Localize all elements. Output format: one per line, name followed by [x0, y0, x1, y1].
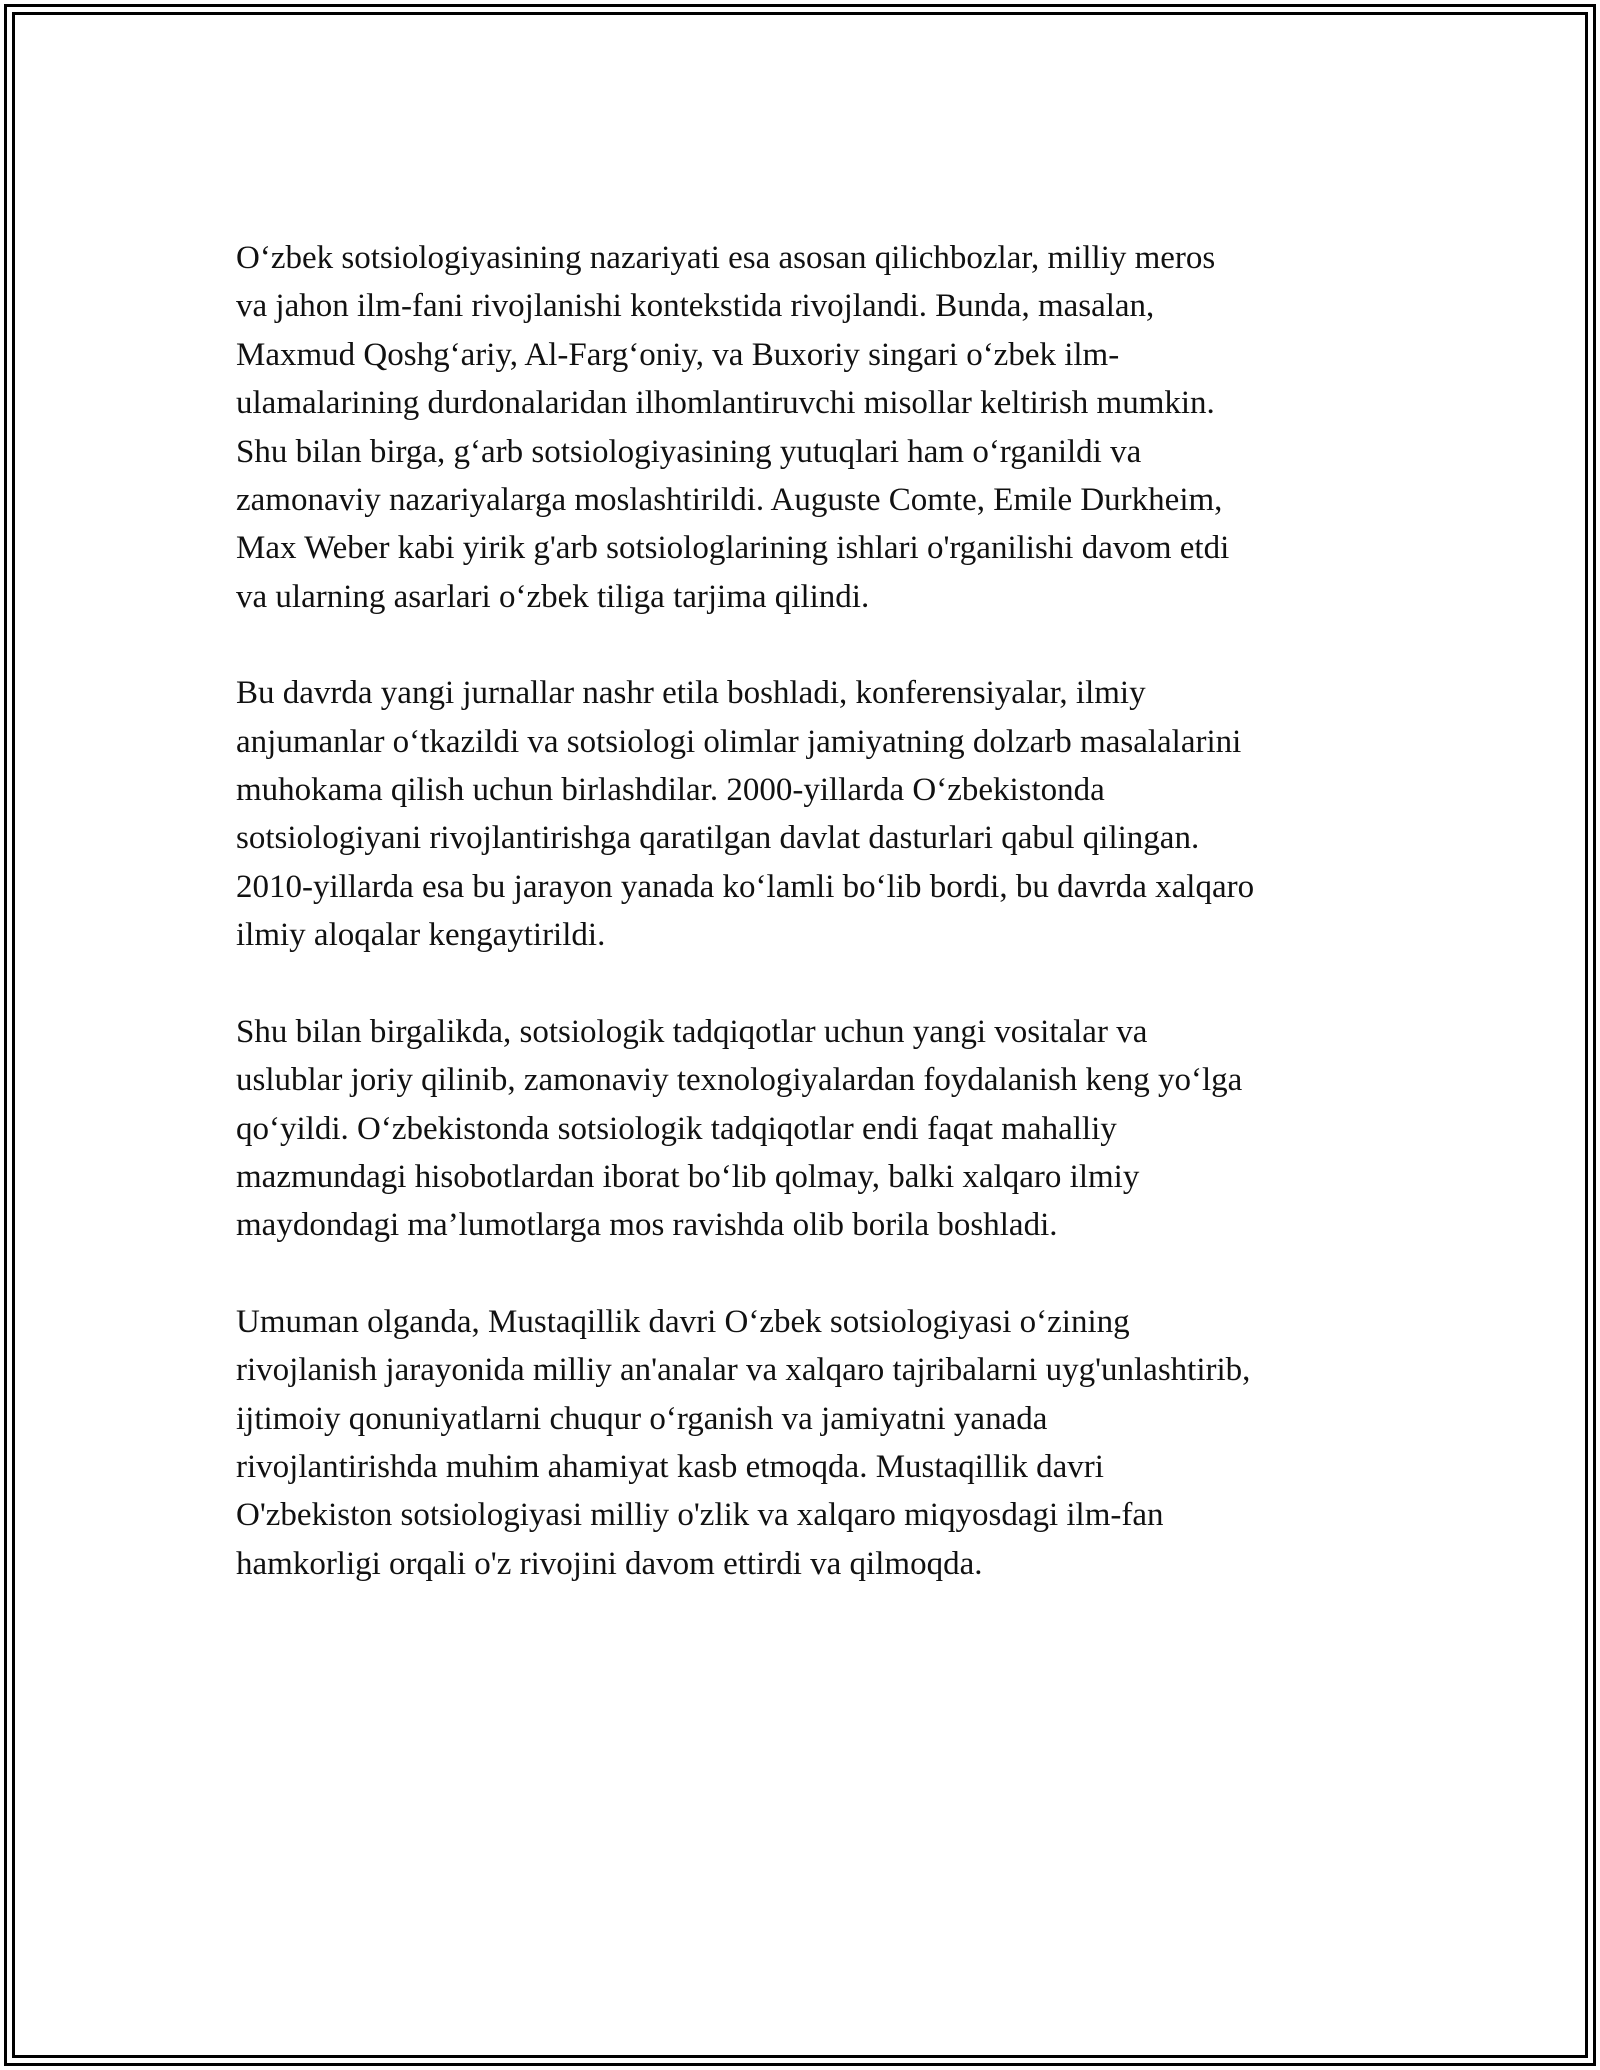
- text-line: Shu bilan birgalikda, sotsiologik tadqiqotlar uchun yangi vositalar va: [236, 1013, 1148, 1050]
- text-line: Shu bilan birga, g‘arb sotsiologiyasining yutuqlari ham o‘rganildi va: [236, 433, 1142, 470]
- text-line: ulamalarining durdonalaridan ilhomlantiruvchi misollar keltirish mumkin.: [236, 385, 1215, 422]
- text-line: Maxmud Qoshg‘ariy, Al-Farg‘oniy, va Buxoriy singari o‘zbek ilm-: [236, 336, 1120, 373]
- text-line: maydondagi ma’lumotlarga mos ravishda olib borila boshladi.: [236, 1207, 1058, 1244]
- paragraph-4: [236, 1298, 1376, 1588]
- text-line: ilmiy aloqalar kengaytirildi.: [236, 917, 606, 954]
- text-line: ijtimoiy qonuniyatlarni chuqur o‘rganish va jamiyatni yanada: [236, 1400, 1048, 1437]
- text-line: rivojlantirishda muhim ahamiyat kasb etmoqda. Mustaqillik davri: [236, 1448, 1104, 1485]
- text-line: mazmundagi hisobotlardan iborat bo‘lib qolmay, balki xalqaro ilmiy: [236, 1158, 1140, 1195]
- text-line: O‘zbek sotsiologiyasining nazariyati esa asosan qilichbozlar, milliy meros: [236, 240, 1216, 276]
- text-line: va ularning asarlari o‘zbek tiliga tarjima qilindi.: [236, 578, 870, 615]
- text-line: Umuman olganda, Mustaqillik davri O‘zbek sotsiologiyasi o‘zining: [236, 1303, 1130, 1340]
- text-line: rivojlanish jarayonida milliy an'analar va xalqaro tajribalarni uyg'unlashtirib,: [236, 1352, 1251, 1389]
- text-line: muhokama qilish uchun birlashdilar. 2000-yillarda O‘zbekistonda: [236, 772, 1105, 809]
- text-line: uslublar joriy qilinib, zamonaviy texnologiyalardan foydalanish keng yo‘lga: [236, 1062, 1243, 1099]
- text-line: va jahon ilm-fani rivojlanishi kontekstida rivojlandi. Bunda, masalan,: [236, 288, 1155, 325]
- text-line: Bu davrda yangi jurnallar nashr etila boshladi, konferensiyalar, ilmiy: [236, 675, 1146, 712]
- paragraph-3: [236, 1008, 1376, 1250]
- text-line: hamkorligi orqali o'z rivojini davom ettirdi va qilmoqda.: [236, 1545, 983, 1582]
- document-body: [236, 234, 1376, 1636]
- text-line: zamonaviy nazariyalarga moslashtirildi. Auguste Comte, Emile Durkheim,: [236, 482, 1223, 519]
- text-line: Max Weber kabi yirik g'arb sotsiologlarining ishlari o'rganilishi davom etdi: [236, 530, 1230, 567]
- text-line: 2010-yillarda esa bu jarayon yanada ko‘lamli bo‘lib bordi, bu davrda xalqaro: [236, 868, 1255, 905]
- text-line: anjumanlar o‘tkazildi va sotsiologi olimlar jamiyatning dolzarb masalalarini: [236, 723, 1242, 760]
- paragraph-1: [236, 234, 1376, 621]
- text-line: sotsiologiyani rivojlantirishga qaratilgan davlat dasturlari qabul qilingan.: [236, 820, 1200, 857]
- paragraph-2: [236, 669, 1376, 959]
- text-line: qo‘yildi. O‘zbekistonda sotsiologik tadqiqotlar endi faqat mahalliy: [236, 1110, 1117, 1147]
- text-line: O'zbekiston sotsiologiyasi milliy o'zlik va xalqaro miqyosdagi ilm-fan: [236, 1497, 1164, 1534]
